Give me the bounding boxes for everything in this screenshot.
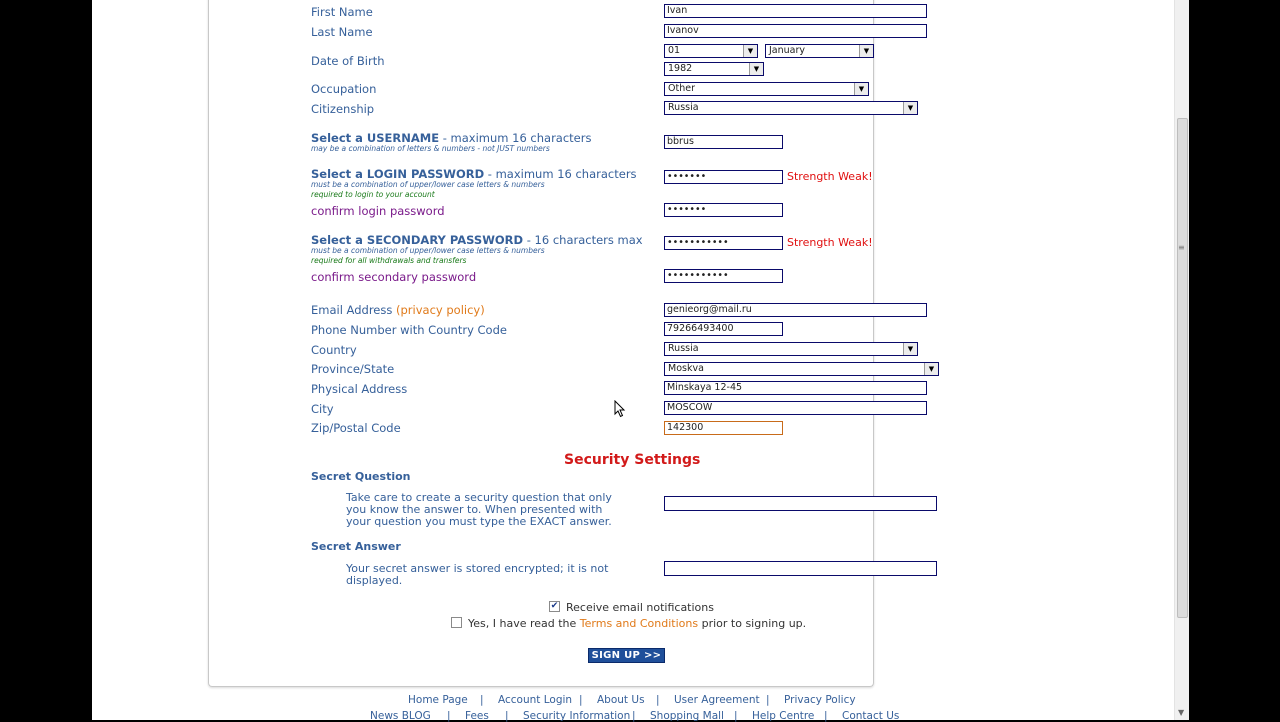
last-name-input[interactable]: Ivanov bbox=[664, 24, 927, 38]
email-input[interactable]: genieorg@mail.ru bbox=[664, 303, 927, 317]
footer-separator: | bbox=[480, 694, 484, 706]
secondary-password-input[interactable]: ••••••••••• bbox=[664, 236, 783, 250]
chevron-down-icon: ▼ bbox=[743, 45, 757, 57]
phone-label: Phone Number with Country Code bbox=[311, 323, 507, 337]
chevron-down-icon: ▼ bbox=[924, 363, 938, 375]
security-settings-title: Security Settings bbox=[564, 452, 701, 468]
dob-year-value: 1982 bbox=[668, 63, 693, 74]
confirm-login-label: confirm login password bbox=[311, 204, 445, 218]
login-password-strength: Strength Weak! bbox=[787, 170, 873, 183]
chevron-down-icon: ▼ bbox=[903, 102, 917, 114]
address-label: Physical Address bbox=[311, 382, 408, 396]
username-note: may be a combination of letters & numbers - not JUST numbers bbox=[311, 144, 550, 153]
login-password-note: must be a combination of upper/lower case letters & numbers bbox=[311, 180, 545, 189]
username-label-bold: Select a USERNAME bbox=[311, 131, 440, 145]
secret-question-heading: Secret Question bbox=[311, 470, 411, 483]
scrollbar-thumb[interactable] bbox=[1177, 118, 1188, 618]
footer-separator: | bbox=[766, 694, 770, 706]
footer-link-user-agreement[interactable]: User Agreement bbox=[674, 694, 760, 706]
footer-link-shopping-mall[interactable]: Shopping Mall bbox=[650, 710, 724, 722]
chevron-down-icon: ▼ bbox=[749, 63, 763, 75]
username-label-rest: - maximum 16 characters bbox=[439, 131, 592, 145]
dob-year-select[interactable] bbox=[664, 62, 764, 76]
scroll-down-arrow-icon[interactable]: ▼ bbox=[1178, 708, 1185, 717]
city-input[interactable]: MOSCOW bbox=[664, 401, 927, 415]
footer-link-fees[interactable]: Fees bbox=[465, 710, 489, 722]
terms-suffix: prior to signing up. bbox=[698, 617, 807, 630]
dob-month-value: January bbox=[769, 45, 806, 56]
terms-checkbox[interactable] bbox=[451, 617, 462, 628]
footer-separator: | bbox=[579, 694, 583, 706]
citizenship-label: Citizenship bbox=[311, 102, 375, 116]
footer-link-home[interactable]: Home Page bbox=[408, 694, 468, 706]
dob-day-select[interactable] bbox=[664, 44, 758, 58]
first-name-label: First Name bbox=[311, 5, 373, 19]
secondary-password-label-rest: - 16 characters max bbox=[523, 233, 643, 247]
zip-input[interactable]: 142300 bbox=[664, 421, 783, 435]
footer-separator: | bbox=[447, 710, 451, 722]
chevron-down-icon: ▼ bbox=[859, 45, 873, 57]
login-password-label-rest: - maximum 16 characters bbox=[484, 167, 637, 181]
secondary-password-label bbox=[311, 233, 643, 247]
occupation-label: Occupation bbox=[311, 82, 377, 96]
sign-up-button[interactable]: SIGN UP >> bbox=[588, 648, 665, 663]
privacy-policy-link[interactable]: (privacy policy) bbox=[396, 303, 485, 317]
dob-day-value: 01 bbox=[668, 45, 681, 56]
username-label bbox=[311, 131, 591, 145]
secret-answer-input[interactable] bbox=[664, 561, 937, 576]
secondary-password-strength: Strength Weak! bbox=[787, 236, 873, 249]
footer-separator: | bbox=[824, 710, 828, 722]
footer-separator: | bbox=[734, 710, 738, 722]
footer-link-about-us[interactable]: About Us bbox=[597, 694, 645, 706]
secret-question-description: Take care to create a security question that only you know the answer to. When presented with your question you must type the EXACT answer. bbox=[346, 491, 612, 528]
footer-link-news-blog[interactable]: News BLOG bbox=[370, 710, 431, 722]
secret-question-input[interactable] bbox=[664, 496, 937, 511]
country-label: Country bbox=[311, 343, 357, 357]
email-label-text: Email Address bbox=[311, 303, 393, 317]
citizenship-value: Russia bbox=[668, 102, 699, 113]
terms-prefix: Yes, I have read the bbox=[468, 617, 580, 630]
secondary-password-note-2: required for all withdrawals and transfers bbox=[311, 256, 467, 265]
confirm-secondary-input[interactable]: ••••••••••• bbox=[664, 269, 783, 283]
login-password-label-bold: Select a LOGIN PASSWORD bbox=[311, 167, 485, 181]
username-input[interactable]: bbrus bbox=[664, 135, 783, 149]
first-name-input[interactable]: Ivan bbox=[664, 4, 927, 18]
terms-and-conditions-link[interactable]: Terms and Conditions bbox=[579, 617, 699, 630]
country-value: Russia bbox=[668, 343, 699, 354]
province-label: Province/State bbox=[311, 362, 395, 376]
vertical-scrollbar[interactable] bbox=[1174, 0, 1189, 720]
occupation-value: Other bbox=[668, 83, 695, 94]
confirm-secondary-label: confirm secondary password bbox=[311, 270, 477, 284]
province-select[interactable] bbox=[664, 362, 939, 376]
confirm-login-input[interactable]: ••••••• bbox=[664, 203, 783, 217]
footer-link-contact-us[interactable]: Contact Us bbox=[842, 710, 900, 722]
secret-answer-description: Your secret answer is stored encrypted; it is not displayed. bbox=[346, 562, 609, 587]
country-select[interactable] bbox=[664, 342, 918, 356]
dob-label: Date of Birth bbox=[311, 54, 385, 68]
occupation-select[interactable] bbox=[664, 82, 869, 96]
citizenship-select[interactable] bbox=[664, 101, 918, 115]
checkmark-icon: ✔ bbox=[550, 601, 559, 611]
email-notifications-checkbox[interactable] bbox=[549, 601, 560, 612]
last-name-label: Last Name bbox=[311, 25, 373, 39]
footer-link-security-information[interactable]: Security Information bbox=[523, 710, 631, 722]
email-notifications-label: Receive email notifications bbox=[566, 601, 714, 614]
address-input[interactable]: Minskaya 12-45 bbox=[664, 381, 927, 395]
footer-separator: | bbox=[632, 710, 636, 722]
secondary-password-label-bold: Select a SECONDARY PASSWORD bbox=[311, 233, 524, 247]
secondary-password-note: must be a combination of upper/lower case letters & numbers bbox=[311, 246, 545, 255]
footer-link-account-login[interactable]: Account Login bbox=[498, 694, 573, 706]
login-password-label bbox=[311, 167, 637, 181]
dob-month-select[interactable] bbox=[765, 44, 874, 58]
chevron-down-icon: ▼ bbox=[903, 343, 917, 355]
footer-link-privacy-policy[interactable]: Privacy Policy bbox=[784, 694, 856, 706]
zip-label: Zip/Postal Code bbox=[311, 421, 401, 435]
terms-label bbox=[468, 617, 806, 630]
scrollbar-grip-icon: ≡ bbox=[1178, 243, 1185, 252]
login-password-note-2: required to login to your account bbox=[311, 190, 435, 199]
mouse-cursor-icon bbox=[614, 400, 626, 418]
city-label: City bbox=[311, 402, 334, 416]
footer-separator: | bbox=[505, 710, 509, 722]
login-password-input[interactable]: ••••••• bbox=[664, 170, 783, 184]
footer-link-help-centre[interactable]: Help Centre bbox=[752, 710, 815, 722]
email-label bbox=[311, 303, 485, 317]
chevron-down-icon: ▼ bbox=[854, 83, 868, 95]
phone-input[interactable]: 79266493400 bbox=[664, 322, 783, 336]
footer-separator: | bbox=[656, 694, 660, 706]
secret-answer-heading: Secret Answer bbox=[311, 540, 401, 553]
province-value: Moskva bbox=[668, 363, 704, 374]
